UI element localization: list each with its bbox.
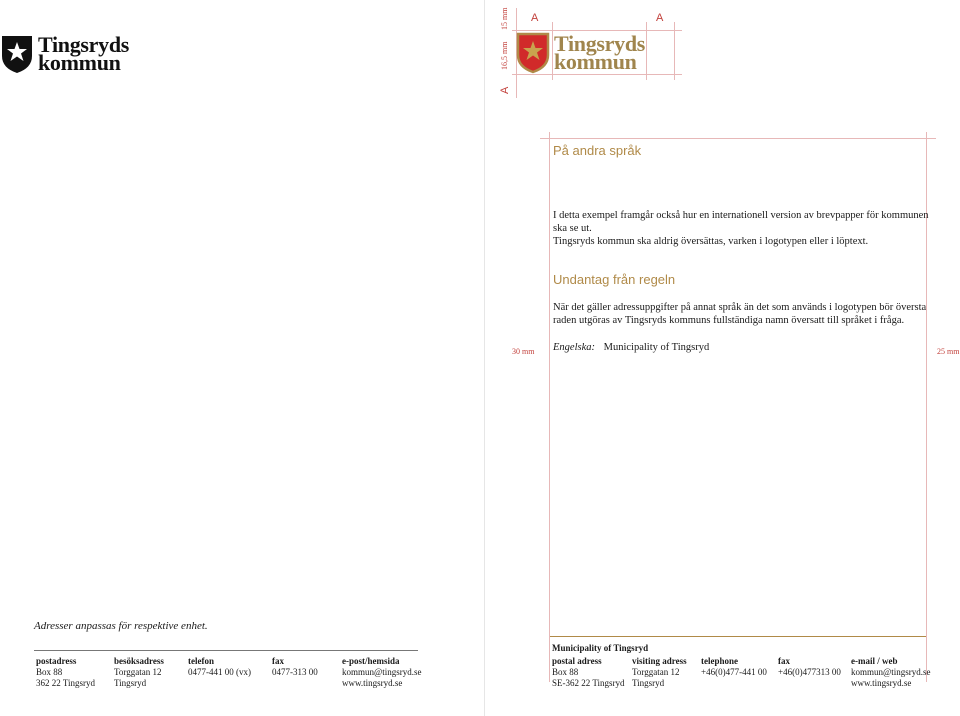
- col-line: Torggatan 12: [632, 667, 680, 677]
- guide-line: [674, 22, 675, 80]
- paragraph-exception: [553, 301, 926, 327]
- col-line[interactable]: www.tingsryd.se: [342, 678, 403, 688]
- mark-16-5mm: 16,5 mm: [500, 41, 509, 70]
- paragraph-intro: [553, 209, 929, 248]
- col-header: telephone: [701, 656, 738, 666]
- col-line: Tingsryd: [632, 678, 665, 688]
- shield-star-icon: [516, 32, 550, 74]
- footer-col-fax: [272, 656, 318, 678]
- address-note: Adresser anpassas för respektive enhet.: [34, 620, 208, 632]
- col-header: postadress: [36, 656, 77, 666]
- footer-col-phone: [701, 656, 767, 678]
- mark-a-top: A: [531, 12, 539, 24]
- margin-guide-top: [540, 138, 936, 139]
- page-divider: [484, 0, 485, 716]
- logo-line1: Tingsryds: [38, 32, 130, 57]
- logo-wordmark: [554, 31, 646, 74]
- col-line: +46(0)477-441 00: [701, 667, 767, 677]
- logo-wordmark: [38, 32, 130, 75]
- mark-30mm: 30 mm: [512, 347, 535, 356]
- text-line: ska se ut.: [553, 223, 592, 234]
- footer-rule: [34, 650, 418, 651]
- footer-col-postal: [552, 656, 625, 689]
- heading-exception: Undantag från regeln: [553, 272, 676, 287]
- col-line[interactable]: kommun@tingsryd.se: [342, 667, 422, 677]
- mark-15mm: 15 mm: [500, 7, 509, 30]
- logo-line2: kommun: [38, 50, 121, 75]
- footer-col-postal: [36, 656, 95, 689]
- guide-line: [512, 74, 682, 75]
- logo-line1: Tingsryds: [554, 31, 646, 56]
- guide-line: [646, 22, 647, 80]
- english-example: [553, 341, 709, 354]
- mark-25mm: 25 mm: [937, 347, 960, 356]
- english-label: Engelska:: [553, 342, 595, 353]
- footer-col-visit: [114, 656, 164, 689]
- col-header: e-mail / web: [851, 656, 898, 666]
- mark-a-left: A: [499, 86, 511, 94]
- col-line: 0477-313 00: [272, 667, 318, 677]
- footer-col-fax: [778, 656, 841, 678]
- english-value: Municipality of Tingsryd: [603, 342, 710, 353]
- text-line: I detta exempel framgår också hur en internationell version av brevpapper för kommunen: [553, 210, 929, 221]
- text-line: Tingsryds kommun ska aldrig översättas, varken i logotypen eller i löptext.: [553, 236, 869, 247]
- footer-col-email: [851, 656, 931, 689]
- shield-star-icon: [0, 34, 34, 74]
- col-line: Box 88: [552, 667, 579, 677]
- col-line[interactable]: kommun@tingsryd.se: [851, 667, 931, 677]
- col-line: 0477-441 00 (vx): [188, 667, 251, 677]
- col-line: SE-362 22 Tingsryd: [552, 678, 625, 688]
- col-header: postal adress: [552, 656, 602, 666]
- footer-col-phone: [188, 656, 251, 678]
- col-line: +46(0)477313 00: [778, 667, 841, 677]
- footer-rule-gold: [550, 636, 926, 637]
- text-line: raden utgöras av Tingsryds kommuns fullständiga namn översatt till språket i fråga.: [553, 315, 905, 326]
- logo-black: [0, 34, 129, 74]
- col-line: Box 88: [36, 667, 63, 677]
- col-line: Torggatan 12: [114, 667, 162, 677]
- footer-title: Municipality of Tingsryd: [552, 643, 649, 653]
- col-line: Tingsryd: [114, 678, 147, 688]
- col-header: fax: [778, 656, 790, 666]
- col-header: besöksadress: [114, 656, 164, 666]
- heading-other-languages: På andra språk: [553, 143, 642, 158]
- margin-guide-left: [549, 132, 550, 682]
- footer-col-email: [342, 656, 422, 689]
- logo-line2: kommun: [554, 49, 637, 74]
- col-header: telefon: [188, 656, 214, 666]
- mark-a-top-right: A: [656, 12, 664, 24]
- col-header: fax: [272, 656, 284, 666]
- logo-color: [516, 32, 645, 74]
- text-line: När det gäller adressuppgifter på annat språk än det som används i logotypen bör översta: [553, 302, 927, 313]
- col-header: e-post/hemsida: [342, 656, 400, 666]
- col-line: 362 22 Tingsryd: [36, 678, 96, 688]
- footer-col-visit: [632, 656, 687, 689]
- col-header: visiting adress: [632, 656, 687, 666]
- col-line[interactable]: www.tingsryd.se: [851, 678, 912, 688]
